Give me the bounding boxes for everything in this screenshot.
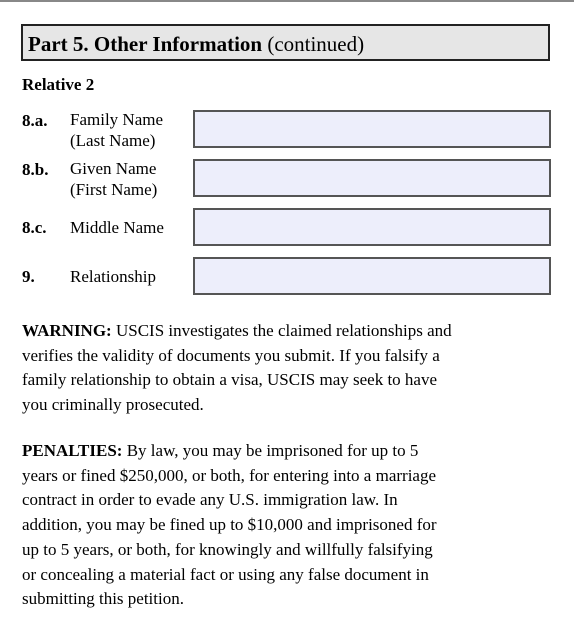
section-title-relative-2: Relative 2 — [22, 75, 95, 94]
penalties-lead: PENALTIES: — [22, 441, 123, 460]
item-number-8c: 8.c. — [22, 218, 47, 237]
penalties-line-5: up to 5 years, or both, for knowingly and willfully falsifying — [22, 539, 433, 559]
middle-name-input[interactable] — [193, 208, 551, 246]
relationship-input[interactable] — [193, 257, 551, 295]
penalties-line-1 — [22, 439, 562, 464]
top-divider — [0, 0, 574, 2]
penalties-paragraph — [22, 439, 562, 612]
item-number-9: 9. — [22, 267, 35, 286]
part-title: Part 5. Other Information — [28, 32, 263, 56]
family-name-label-line-2: (Last Name) — [70, 131, 156, 150]
family-name-label-line-1: Family Name — [70, 110, 164, 129]
given-name-label-line-2: (First Name) — [70, 180, 158, 199]
part-header — [21, 24, 550, 61]
given-name-input[interactable] — [193, 159, 551, 197]
penalties-line-7: submitting this petition. — [22, 589, 184, 609]
given-name-label-line-1: Given Name — [70, 159, 157, 178]
penalties-line-2: years or fined $250,000, or both, for entering into a marriage — [22, 465, 437, 485]
item-number-8a: 8.a. — [22, 111, 48, 130]
penalties-line-3: contract in order to evade any U.S. immigration law. In — [22, 490, 398, 510]
part-title-suffix: (continued) — [262, 32, 365, 56]
penalties-line-4: addition, you may be fined up to $10,000 and imprisoned for — [22, 515, 437, 535]
item-number-8b: 8.b. — [22, 160, 49, 179]
warning-line-4: you criminally prosecuted. — [22, 395, 204, 415]
relationship-label — [70, 266, 156, 287]
warning-text-1: USCIS investigates the claimed relationships and — [111, 321, 452, 340]
warning-paragraph — [22, 319, 562, 418]
middle-name-label-line-1: Middle Name — [70, 218, 164, 237]
warning-line-1 — [22, 319, 562, 344]
penalties-line-6: or concealing a material fact or using any false document in — [22, 564, 429, 584]
middle-name-label — [70, 217, 164, 238]
warning-lead: WARNING: — [22, 321, 112, 340]
relationship-label-line-1: Relationship — [70, 267, 156, 286]
family-name-label — [70, 109, 163, 151]
given-name-label — [70, 158, 157, 200]
penalties-text-1: By law, you may be imprisoned for up to 5 — [122, 441, 419, 460]
warning-line-2: verifies the validity of documents you submit. If you falsify a — [22, 345, 440, 365]
family-name-input[interactable] — [193, 110, 551, 148]
warning-line-3: family relationship to obtain a visa, USCIS may seek to have — [22, 370, 438, 390]
